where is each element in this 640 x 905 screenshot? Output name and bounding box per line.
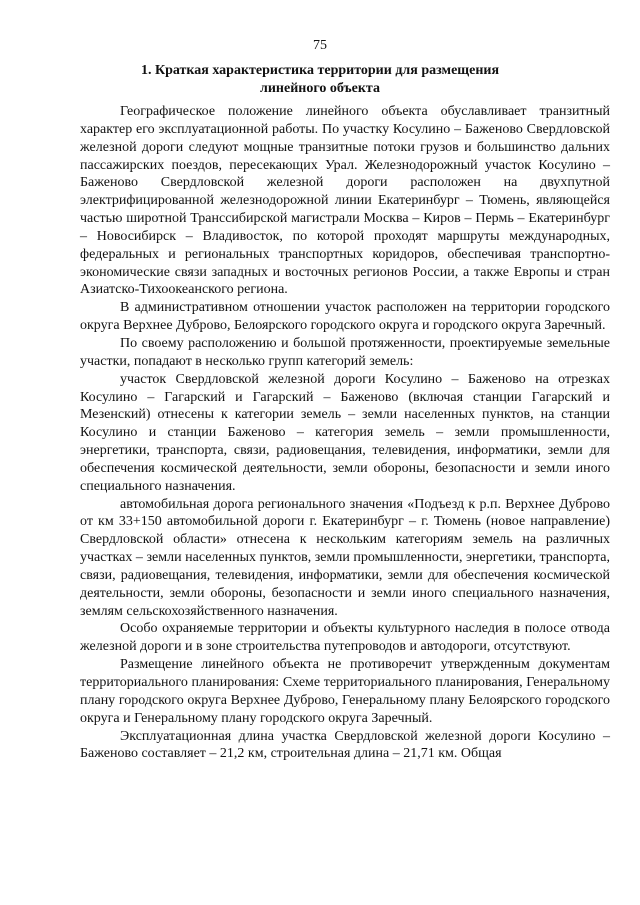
paragraph-territorial-planning: Размещение линейного объекта не противоречит утвержденным документам территориального планирования: Схеме территориального планирования, Генеральному плану городского округа Верхнее Дуброво, Генеральному плану Белоярского городского округа и Генеральному плану городского округа Заречный. [80,657,610,726]
paragraph-land-categories-intro: По своему расположению и большой протяженности, проектируемые земельные участки, попадают в несколько групп категорий земель: [80,335,610,369]
paragraph-highway-lands: автомобильная дорога регионального значения «Подъезд к р.п. Верхнее Дуброво от км 33+150 автомобильной дороги г. Екатеринбург – г. Тюмень (новое направление) Свердловской области» отнесена к нескольким категориям земель на различных участках – земли населенных пунктов, земли промышленности, энергетики, транспорта, связи, радиовещания, телевидения, информатики, земли для обеспечения космической деятельности, земли обороны, безопасности и земли иного специального назначения, землям сельскохозяйственного назначения. [80,496,610,619]
section-title-line-1: 1. Краткая характеристика территории для размещения [140,63,500,78]
section-title-line-2: линейного объекта [260,81,380,96]
page-number: 75 [313,38,327,53]
section-title [120,62,520,98]
paragraph-geographic-position: Географическое положение линейного объекта обуславливает транзитный характер его эксплуатационной работы. По участку Косулино – Баженово Свердловской железной дороги следуют мощные транзитные потоки грузов и большинство дальних пассажирских поездов, пересекающих Урал. Железнодорожный участок Косулино – Баженово Свердловской железной дороги расположен на двухпутной электрифицированной железнодорожной линии Екатеринбург – Тюмень, являющейся частью широтной Транссибирской магистрали Москва – Киров – Пермь – Екатеринбург – Новосибирск – Владивосток, по которой проходят маршруты международных, федеральных и региональных транспортных коридоров, обеспечивая транспортно-экономические связи западных и восточных регионов России, а также Европы и стран Азиатско-Тихоокеанского региона. [80,104,610,298]
paragraph-railway-section-lands: участок Свердловской железной дороги Косулино – Баженово на отрезках Косулино – Гагарский и Гагарский – Баженово (включая станции Гагарский и Мезенский) отнесены к категории земель – земли населенных пунктов, на станции Косулино и станции Баженово – категория земель – земли промышленности, энергетики, транспорта, связи, радиовещания, телевидения, информатики, земли для обеспечения космической деятельности, земли обороны, безопасности и земли иного специального назначения. [80,371,610,494]
paragraph-operational-length: Эксплуатационная длина участка Свердловской железной дороги Косулино – Баженово составляет – 21,2 км, строительная длина – 21,71 км. Общая [80,728,610,762]
paragraph-protected-territories: Особо охраняемые территории и объекты культурного наследия в полосе отвода железной дороги и в зоне строительства путепроводов и автодороги, отсутствуют. [80,621,610,655]
paragraph-administrative-location: В административном отношении участок расположен на территории городского округа Верхнее Дуброво, Белоярского городского округа и городского округа Заречный. [80,300,610,334]
body-text [80,103,610,763]
